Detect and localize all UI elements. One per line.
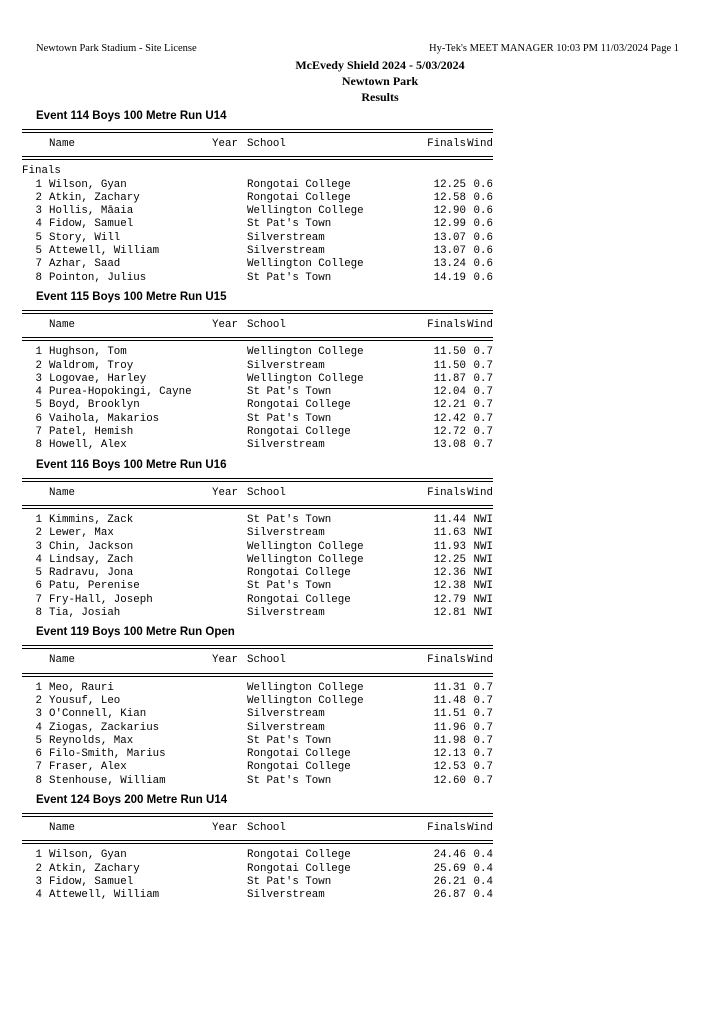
result-place: 4	[35, 218, 42, 231]
result-wind: 0.6	[473, 271, 493, 284]
event-title: Event 119 Boys 100 Metre Run Open	[36, 626, 235, 639]
result-place: 5	[35, 231, 42, 244]
column-header-finals: Finals	[427, 486, 466, 499]
result-wind: 0.7	[473, 734, 493, 747]
result-finals: 26.21	[433, 875, 466, 888]
result-row	[22, 399, 502, 412]
result-row	[22, 863, 502, 876]
result-place: 1	[35, 849, 42, 862]
column-header-finals: Finals	[427, 318, 466, 331]
result-wind: NWI	[473, 540, 493, 553]
result-place: 1	[35, 513, 42, 526]
result-place: 3	[35, 372, 42, 385]
double-rule	[22, 813, 493, 817]
result-school: Wellington College	[247, 694, 364, 707]
result-school: St Pat's Town	[247, 271, 332, 284]
result-name: Hughson, Tom	[49, 346, 127, 359]
event-title: Event 116 Boys 100 Metre Run U16	[36, 458, 227, 471]
column-header-school: School	[247, 821, 286, 834]
result-school: Rongotai College	[247, 191, 351, 204]
column-header-row	[22, 654, 502, 667]
result-finals: 13.24	[433, 258, 466, 271]
result-row	[22, 889, 502, 902]
column-header-row	[22, 319, 502, 332]
double-rule	[22, 505, 493, 509]
result-name: Atkin, Zachary	[49, 191, 140, 204]
result-finals: 13.07	[433, 245, 466, 258]
result-finals: 12.81	[433, 607, 466, 620]
result-row	[22, 541, 502, 554]
result-school: Wellington College	[247, 540, 364, 553]
result-school: Rongotai College	[247, 849, 351, 862]
result-finals: 12.21	[433, 399, 466, 412]
result-place: 4	[35, 889, 42, 902]
result-row	[22, 258, 502, 271]
result-school: Silverstream	[247, 245, 325, 258]
result-wind: 0.4	[473, 862, 493, 875]
result-name: Lewer, Max	[49, 527, 114, 540]
result-school: St Pat's Town	[247, 513, 332, 526]
result-finals: 11.48	[433, 694, 466, 707]
result-school: Silverstream	[247, 721, 325, 734]
result-finals: 11.93	[433, 540, 466, 553]
result-name: Fraser, Alex	[49, 761, 127, 774]
result-name: Meo, Rauri	[49, 681, 114, 694]
result-wind: 0.6	[473, 205, 493, 218]
column-header-year: Year	[212, 138, 238, 150]
result-name: Attewell, William	[49, 889, 160, 902]
result-wind: 0.4	[473, 875, 493, 888]
result-place: 1	[35, 681, 42, 694]
double-rule	[22, 478, 493, 482]
result-finals: 12.36	[433, 567, 466, 580]
result-row	[22, 876, 502, 889]
result-wind: 0.7	[473, 386, 493, 399]
result-finals: 12.13	[433, 748, 466, 761]
result-name: Wilson, Gyan	[49, 178, 127, 191]
result-name: Purea-Hopokingi, Cayne	[49, 386, 192, 399]
double-rule	[22, 645, 493, 649]
result-school: St Pat's Town	[247, 580, 332, 593]
result-place: 1	[35, 178, 42, 191]
result-row	[22, 514, 502, 527]
result-name: Pointon, Julius	[49, 271, 147, 284]
result-finals: 11.50	[433, 346, 466, 359]
result-place: 4	[35, 386, 42, 399]
result-school: Rongotai College	[247, 862, 351, 875]
result-name: Waldrom, Troy	[49, 359, 134, 372]
result-place: 5	[35, 567, 42, 580]
result-name: Yousuf, Leo	[49, 694, 121, 707]
result-wind: NWI	[473, 567, 493, 580]
result-wind: 0.7	[473, 708, 493, 721]
result-finals: 12.99	[433, 218, 466, 231]
column-header-year: Year	[212, 654, 238, 667]
result-name: Lindsay, Zach	[49, 553, 134, 566]
column-header-finals: Finals	[427, 654, 466, 667]
result-row	[22, 360, 502, 373]
result-row	[22, 232, 502, 245]
result-place: 7	[35, 426, 42, 439]
venue-title: Newtown Park	[341, 74, 419, 88]
result-name: O'Connell, Kian	[49, 708, 147, 721]
result-wind: NWI	[473, 607, 493, 620]
result-place: 1	[35, 346, 42, 359]
result-finals: 11.96	[433, 721, 466, 734]
column-header-finals: Finals	[427, 821, 466, 834]
result-finals: 12.04	[433, 386, 466, 399]
result-school: St Pat's Town	[247, 386, 332, 399]
result-place: 3	[35, 540, 42, 553]
event-section	[22, 792, 502, 906]
result-name: Filo-Smith, Marius	[49, 748, 166, 761]
result-wind: NWI	[473, 580, 493, 593]
result-finals: 12.79	[433, 593, 466, 606]
result-finals: 11.51	[433, 708, 466, 721]
result-place: 4	[35, 721, 42, 734]
result-place: 6	[35, 748, 42, 761]
result-finals: 13.08	[433, 439, 466, 452]
result-school: Rongotai College	[247, 426, 351, 439]
double-rule	[22, 129, 493, 133]
result-row	[22, 695, 502, 708]
column-header-school: School	[247, 654, 286, 667]
result-row	[22, 554, 502, 567]
result-place: 2	[35, 694, 42, 707]
column-header-finals: Finals	[427, 138, 466, 150]
result-place: 5	[35, 245, 42, 258]
result-name: Reynolds, Max	[49, 734, 134, 747]
result-wind: 0.6	[473, 231, 493, 244]
result-place: 2	[35, 359, 42, 372]
result-row	[22, 849, 502, 862]
double-rule	[22, 673, 493, 677]
event-title: Event 115 Boys 100 Metre Run U15	[36, 290, 227, 303]
round-label: Finals	[22, 165, 61, 178]
result-finals: 12.90	[433, 205, 466, 218]
double-rule	[22, 156, 493, 160]
column-header-wind: Wind	[467, 821, 493, 834]
column-header-school: School	[247, 318, 286, 331]
result-row	[22, 735, 502, 748]
results-list	[22, 108, 502, 906]
column-header-name: Name	[49, 318, 75, 331]
result-wind: NWI	[473, 593, 493, 606]
result-finals: 12.72	[433, 426, 466, 439]
column-header-wind: Wind	[467, 486, 493, 499]
event-section	[22, 289, 502, 457]
result-school: Silverstream	[247, 889, 325, 902]
result-name: Attewell, William	[49, 245, 160, 258]
result-school: Silverstream	[247, 359, 325, 372]
result-wind: 0.6	[473, 218, 493, 231]
result-wind: NWI	[473, 553, 493, 566]
result-name: Chin, Jackson	[49, 540, 134, 553]
result-place: 7	[35, 593, 42, 606]
result-school: Wellington College	[247, 372, 364, 385]
result-name: Fidow, Samuel	[49, 875, 134, 888]
result-row	[22, 218, 502, 231]
result-row	[22, 607, 502, 620]
result-row	[22, 567, 502, 580]
result-row	[22, 413, 502, 426]
result-row	[22, 346, 502, 359]
result-school: Wellington College	[247, 681, 364, 694]
result-name: Fidow, Samuel	[49, 218, 134, 231]
result-place: 8	[35, 439, 42, 452]
result-finals: 11.63	[433, 527, 466, 540]
result-finals: 12.53	[433, 761, 466, 774]
result-row	[22, 245, 502, 258]
result-row	[22, 708, 502, 721]
result-school: St Pat's Town	[247, 774, 332, 787]
result-row	[22, 594, 502, 607]
result-row	[22, 192, 502, 205]
result-place: 8	[35, 607, 42, 620]
result-wind: 0.7	[473, 399, 493, 412]
result-row	[22, 272, 502, 285]
column-header-name: Name	[49, 821, 75, 834]
result-wind: 0.7	[473, 748, 493, 761]
result-school: Rongotai College	[247, 748, 351, 761]
result-place: 4	[35, 553, 42, 566]
event-title: Event 124 Boys 200 Metre Run U14	[36, 793, 228, 806]
result-place: 5	[35, 399, 42, 412]
result-wind: 0.7	[473, 721, 493, 734]
column-header-name: Name	[49, 486, 75, 499]
result-wind: 0.7	[473, 426, 493, 439]
result-finals: 11.98	[433, 734, 466, 747]
result-wind: 0.6	[473, 191, 493, 204]
column-header-row	[22, 487, 502, 500]
result-finals: 12.42	[433, 412, 466, 425]
result-finals: 11.87	[433, 372, 466, 385]
result-name: Tia, Josiah	[49, 607, 121, 620]
result-row	[22, 748, 502, 761]
result-school: St Pat's Town	[247, 875, 332, 888]
result-wind: 0.7	[473, 359, 493, 372]
result-name: Patel, Hemish	[49, 426, 134, 439]
result-finals: 26.87	[433, 889, 466, 902]
result-school: Rongotai College	[247, 399, 351, 412]
result-wind: 0.7	[473, 346, 493, 359]
result-school: Wellington College	[247, 205, 364, 218]
result-school: Wellington College	[247, 346, 364, 359]
result-name: Vaihola, Makarios	[49, 412, 160, 425]
result-place: 3	[35, 205, 42, 218]
result-finals: 11.50	[433, 359, 466, 372]
result-row	[22, 205, 502, 218]
result-finals: 11.31	[433, 681, 466, 694]
site-license-label: Newtown Park Stadium - Site License	[36, 43, 197, 54]
result-finals: 25.69	[433, 862, 466, 875]
result-name: Boyd, Brooklyn	[49, 399, 140, 412]
result-wind: 0.7	[473, 439, 493, 452]
result-wind: 0.4	[473, 849, 493, 862]
result-finals: 24.46	[433, 849, 466, 862]
result-name: Story, Will	[49, 231, 121, 244]
result-school: St Pat's Town	[247, 412, 332, 425]
result-school: Silverstream	[247, 527, 325, 540]
result-place: 8	[35, 271, 42, 284]
result-school: St Pat's Town	[247, 218, 332, 231]
column-header-row	[22, 138, 502, 151]
result-row	[22, 439, 502, 452]
result-school: Silverstream	[247, 231, 325, 244]
result-name: Azhar, Saad	[49, 258, 121, 271]
result-row	[22, 527, 502, 540]
result-row	[22, 580, 502, 593]
result-place: 6	[35, 412, 42, 425]
result-wind: 0.6	[473, 258, 493, 271]
column-header-year: Year	[212, 821, 238, 834]
result-wind: 0.7	[473, 694, 493, 707]
result-wind: 0.6	[473, 178, 493, 191]
result-finals: 12.58	[433, 191, 466, 204]
result-wind: NWI	[473, 513, 493, 526]
result-finals: 14.19	[433, 271, 466, 284]
column-header-year: Year	[212, 486, 238, 499]
result-name: Kimmins, Zack	[49, 513, 134, 526]
column-header-school: School	[247, 138, 286, 150]
result-wind: 0.7	[473, 774, 493, 787]
result-wind: 0.7	[473, 681, 493, 694]
result-name: Logovae, Harley	[49, 372, 147, 385]
result-row	[22, 775, 502, 788]
result-finals: 12.38	[433, 580, 466, 593]
section-title: Results	[361, 90, 399, 104]
result-finals: 12.25	[433, 553, 466, 566]
result-name: Patu, Perenise	[49, 580, 140, 593]
result-place: 8	[35, 774, 42, 787]
result-school: Silverstream	[247, 607, 325, 620]
result-row	[22, 761, 502, 774]
result-name: Atkin, Zachary	[49, 862, 140, 875]
result-wind: 0.6	[473, 245, 493, 258]
column-header-name: Name	[49, 138, 75, 150]
result-school: Rongotai College	[247, 178, 351, 191]
result-wind: 0.7	[473, 372, 493, 385]
result-school: Silverstream	[247, 708, 325, 721]
event-section	[22, 457, 502, 625]
event-section	[22, 624, 502, 792]
column-header-wind: Wind	[467, 318, 493, 331]
result-name: Radravu, Jona	[49, 567, 134, 580]
meet-manager-label: Hy-Tek's MEET MANAGER 10:03 PM 11/03/2024 Page 1	[429, 43, 679, 54]
result-wind: NWI	[473, 527, 493, 540]
result-place: 5	[35, 734, 42, 747]
result-school: St Pat's Town	[247, 734, 332, 747]
result-place: 2	[35, 191, 42, 204]
result-school: Wellington College	[247, 553, 364, 566]
double-rule	[22, 310, 493, 314]
result-place: 7	[35, 761, 42, 774]
result-name: Howell, Alex	[49, 439, 127, 452]
result-name: Wilson, Gyan	[49, 849, 127, 862]
result-finals: 12.60	[433, 774, 466, 787]
column-header-school: School	[247, 486, 286, 499]
result-wind: 0.4	[473, 889, 493, 902]
column-header-year: Year	[212, 318, 238, 331]
result-name: Fry-Hall, Joseph	[49, 593, 153, 606]
result-name: Hollis, Māaia	[49, 205, 134, 218]
result-wind: 0.7	[473, 761, 493, 774]
column-header-name: Name	[49, 654, 75, 667]
result-place: 2	[35, 862, 42, 875]
result-row	[22, 179, 502, 192]
result-row	[22, 682, 502, 695]
result-name: Stenhouse, William	[49, 774, 166, 787]
result-school: Wellington College	[247, 258, 364, 271]
result-row	[22, 386, 502, 399]
result-wind: 0.7	[473, 412, 493, 425]
double-rule	[22, 337, 493, 341]
result-finals: 11.44	[433, 513, 466, 526]
meet-title: McEvedy Shield 2024 - 5/03/2024	[295, 58, 465, 72]
result-place: 3	[35, 875, 42, 888]
result-place: 7	[35, 258, 42, 271]
result-school: Rongotai College	[247, 593, 351, 606]
result-school: Rongotai College	[247, 761, 351, 774]
result-row	[22, 426, 502, 439]
event-section	[22, 108, 502, 289]
result-row	[22, 722, 502, 735]
result-row	[22, 373, 502, 386]
event-title: Event 114 Boys 100 Metre Run U14	[36, 110, 227, 122]
result-place: 3	[35, 708, 42, 721]
column-header-wind: Wind	[467, 654, 493, 667]
double-rule	[22, 840, 493, 844]
column-header-row	[22, 822, 502, 835]
result-finals: 12.25	[433, 178, 466, 191]
result-place: 2	[35, 527, 42, 540]
result-name: Ziogas, Zackarius	[49, 721, 160, 734]
result-place: 6	[35, 580, 42, 593]
result-school: Rongotai College	[247, 567, 351, 580]
result-finals: 13.07	[433, 231, 466, 244]
column-header-wind: Wind	[467, 138, 493, 150]
result-school: Silverstream	[247, 439, 325, 452]
